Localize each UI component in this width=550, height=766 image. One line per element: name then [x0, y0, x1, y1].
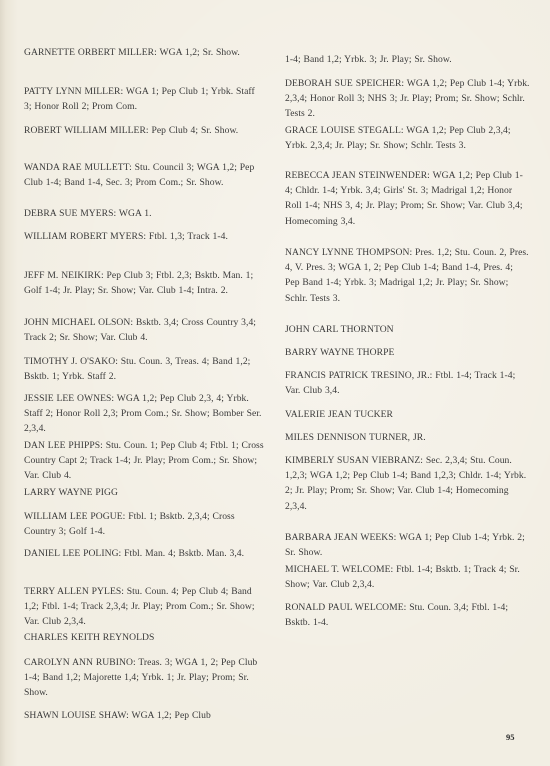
senior-entry: JEFF M. NEIKIRK: Pep Club 3; Ftbl. 2,3; Bsktb. Man. 1; Golf 1-4; Jr. Play; Sr. Show; Var. Club 1-4; Intra. 2. [24, 270, 254, 297]
senior-entry: MILES DENNISON TURNER, JR. [285, 432, 426, 443]
senior-entry: WILLIAM LEE POGUE: Ftbl. 1; Bsktb. 2,3,4; Cross Country 3; Golf 1-4. [24, 511, 235, 538]
senior-entry: BARBARA JEAN WEEKS: WGA 1; Pep Club 1-4; Yrbk. 2; Sr. Show. [285, 532, 525, 559]
senior-entry: DAN LEE PHIPPS: Stu. Coun. 1; Pep Club 4; Ftbl. 1; Cross Country Capt 2; Track 1-4; Jr. Play; Prom Com.; Sr. Show; Var. Club 4. [24, 440, 264, 482]
page-number: 95 [506, 732, 515, 742]
senior-entry: ROBERT WILLIAM MILLER: Pep Club 4; Sr. Show. [24, 125, 239, 136]
senior-entry: PATTY LYNN MILLER: WGA 1; Pep Club 1; Yrbk. Staff 3; Honor Roll 2; Prom Com. [24, 86, 255, 113]
senior-entry: JESSIE LEE OWNES: WGA 1,2; Pep Club 2,3, 4; Yrbk. Staff 2; Honor Roll 2,3; Prom Com.; Sr. Show; Bomber Ser. 2,3,4. [24, 393, 262, 435]
senior-entry: TIMOTHY J. O'SAKO: Stu. Coun. 3, Treas. 4; Band 1,2; Bsktb. 1; Yrbk. Staff 2. [24, 356, 251, 383]
senior-entry: 1-4; Band 1,2; Yrbk. 3; Jr. Play; Sr. Show. [285, 54, 452, 65]
senior-entry: JOHN MICHAEL OLSON: Bsktb. 3,4; Cross Country 3,4; Track 2; Sr. Show; Var. Club 4. [24, 317, 257, 344]
senior-entry: LARRY WAYNE PIGG [24, 487, 118, 498]
senior-entry: MICHAEL T. WELCOME: Ftbl. 1-4; Bsktb. 1; Track 4; Sr. Show; Var. Club 2,3,4. [285, 564, 520, 591]
senior-entry: BARRY WAYNE THORPE [285, 347, 395, 358]
senior-entry: DANIEL LEE POLING: Ftbl. Man. 4; Bsktb. Man. 3,4. [24, 548, 245, 559]
senior-entry: WANDA RAE MULLETT: Stu. Council 3; WGA 1,2; Pep Club 1-4; Band 1-4, Sec. 3; Prom Com.; Sr. Show. [24, 162, 255, 189]
senior-entry: CHARLES KEITH REYNOLDS [24, 632, 155, 643]
senior-entry: SHAWN LOUISE SHAW: WGA 1,2; Pep Club [24, 710, 211, 721]
senior-entry: JOHN CARL THORNTON [285, 324, 394, 335]
senior-entry: NANCY LYNNE THOMPSON: Pres. 1,2; Stu. Coun. 2, Pres. 4, V. Pres. 3; WGA 1, 2; Pep Club 1-4; Band 1-4, Pres. 4; Pep Band 1-4; Yrbk. 3; Madrigal 1,2; Jr. Play; Sr. Show; Schlr. Tests 3. [285, 247, 529, 304]
senior-entry: RONALD PAUL WELCOME: Stu. Coun. 3,4; Ftbl. 1-4; Bsktb. 1-4. [285, 602, 509, 629]
senior-entry: VALERIE JEAN TUCKER [285, 409, 393, 420]
senior-entry: GRACE LOUISE STEGALL: WGA 1,2; Pep Club 2,3,4; Yrbk. 2,3,4; Jr. Play; Sr. Show; Schlr. Tests 3. [285, 125, 511, 152]
senior-entry: TERRY ALLEN PYLES: Stu. Coun. 4; Pep Club 4; Band 1,2; Ftbl. 1-4; Track 2,3,4; Jr. Play; Prom Com.; Sr. Show; Var. Club 2,3,4. [24, 586, 255, 628]
senior-entry: REBECCA JEAN STEINWENDER: WGA 1,2; Pep Club 1-4; Chldr. 1-4; Yrbk. 3,4; Girls' St. 3; Madrigal 1,2; Honor Roll 1-4; NHS 3, 4; Jr. Play; Prom; Sr. Show; Var. Club 3,4; Homecoming 3,4. [285, 170, 523, 227]
senior-entry: KIMBERLY SUSAN VIEBRANZ: Sec. 2,3,4; Stu. Coun. 1,2,3; WGA 1,2; Pep Club 1-4; Band 1,2,3; Chldr. 1-4; Yrbk. 2; Jr. Play; Prom; Sr. Show; Var. Club 1-4; Homecoming 2,3,4. [285, 455, 527, 512]
senior-entry: FRANCIS PATRICK TRESINO, JR.: Ftbl. 1-4; Track 1-4; Var. Club 3,4. [285, 370, 516, 397]
senior-entry: CAROLYN ANN RUBINO: Treas. 3; WGA 1, 2; Pep Club 1-4; Band 1,2; Majorette 1,4; Yrbk. 1; Jr. Play; Prom; Sr. Show. [24, 657, 258, 699]
senior-entry: WILLIAM ROBERT MYERS: Ftbl. 1,3; Track 1-4. [24, 231, 228, 242]
senior-entry: DEBRA SUE MYERS: WGA 1. [24, 208, 152, 219]
senior-entry: GARNETTE ORBERT MILLER: WGA 1,2; Sr. Show. [24, 47, 240, 58]
senior-entry: DEBORAH SUE SPEICHER: WGA 1,2; Pep Club 1-4; Yrbk. 2,3,4; Honor Roll 3; NHS 3; Jr. Play; Prom; Sr. Show; Schlr. Tests 2. [285, 78, 530, 120]
